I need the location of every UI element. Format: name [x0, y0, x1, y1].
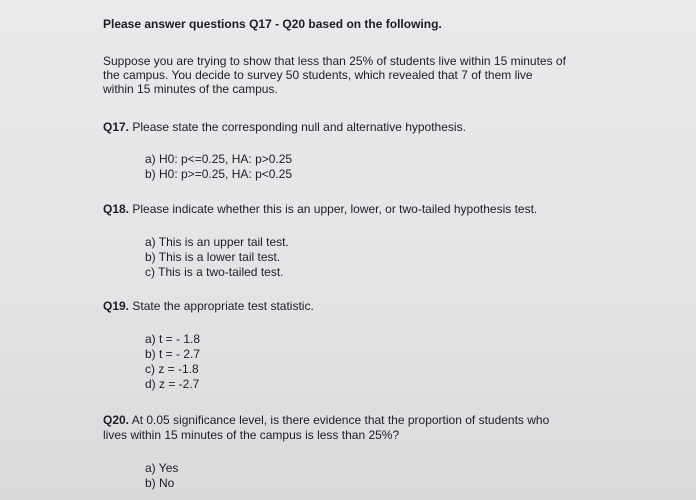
intro-line-2: the campus. You decide to survey 50 students, which revealed that 7 of them live [103, 68, 533, 82]
question-17-label: Q17. [103, 120, 130, 134]
q19-option-d: d) z = -2.7 [145, 377, 200, 391]
q18-option-c: c) This is a two-tailed test. [145, 265, 284, 279]
q19-option-b: b) t = - 2.7 [145, 347, 201, 361]
question-20-text-line-1: At 0.05 significance level, is there evidence that the proportion of students who [131, 413, 550, 427]
question-19-label: Q19. [103, 299, 130, 313]
question-17-text: Please state the corresponding null and alternative hypothesis. [132, 120, 466, 134]
intro-line-1: Suppose you are trying to show that less than 25% of students live within 15 minutes of [103, 54, 566, 68]
q20-option-b: b) No [145, 476, 175, 490]
q17-option-a: a) H0: p<=0.25, HA: p>0.25 [145, 152, 293, 166]
question-18-label: Q18. [103, 202, 130, 216]
instructions-header: Please answer questions Q17 - Q20 based on the following. [103, 17, 442, 31]
q19-option-a: a) t = - 1.8 [145, 332, 201, 346]
question-20-text-line-2: lives within 15 minutes of the campus is less than 25%? [103, 428, 400, 442]
q17-option-b: b) H0: p>=0.25, HA: p<0.25 [145, 167, 293, 181]
q20-option-a: a) Yes [145, 461, 179, 475]
question-17 [103, 120, 466, 134]
q19-option-c: c) z = -1.8 [145, 362, 199, 376]
question-18-text: Please indicate whether this is an upper, lower, or two-tailed hypothesis test. [132, 202, 538, 216]
question-19 [103, 299, 314, 313]
question-19-text: State the appropriate test statistic. [132, 299, 314, 313]
question-18 [103, 202, 537, 216]
q18-option-b: b) This is a lower tail test. [145, 250, 281, 264]
q18-option-a: a) This is an upper tail test. [145, 235, 289, 249]
intro-line-3: within 15 minutes of the campus. [103, 82, 278, 96]
question-20-label: Q20. [103, 413, 130, 427]
question-20 [103, 413, 549, 427]
